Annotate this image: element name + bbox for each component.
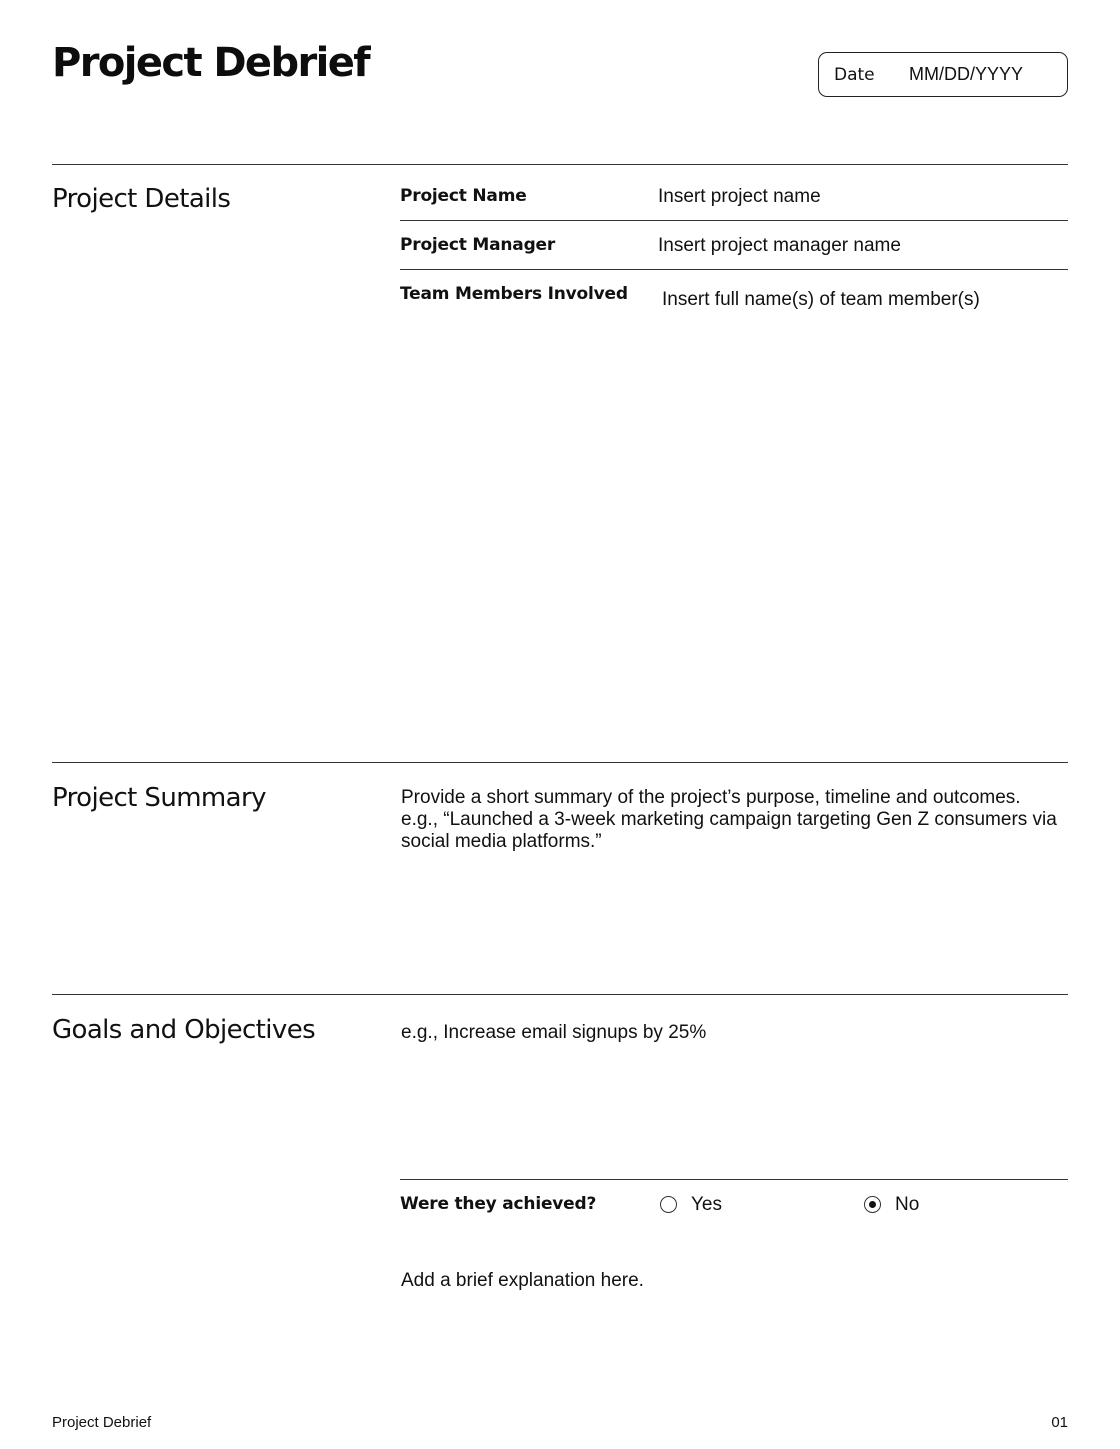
project-manager-field[interactable]: Insert project manager name: [658, 235, 901, 256]
no-radio[interactable]: [864, 1196, 881, 1213]
footer-page-number: 01: [1051, 1414, 1068, 1431]
project-name-field[interactable]: Insert project name: [658, 186, 821, 207]
field-divider: [400, 220, 1068, 221]
section-divider: [52, 994, 1068, 995]
project-summary-text[interactable]: Provide a short summary of the project’s purpose, timeline and outcomes. e.g., “Launched a 3-week marketing campaign targeting Gen Z consumers via social media platforms.”: [401, 787, 1057, 852]
explanation-text[interactable]: Add a brief explanation here.: [401, 1270, 644, 1291]
team-members-field[interactable]: Insert full name(s) of team member(s): [662, 289, 980, 310]
footer-document-title: Project Debrief: [52, 1414, 152, 1431]
section-divider: [52, 762, 1068, 763]
section-divider: [52, 164, 1068, 165]
goals-heading: Goals and Objectives: [52, 1015, 316, 1045]
yes-radio-label[interactable]: Yes: [691, 1194, 722, 1215]
project-details-heading: Project Details: [52, 184, 231, 214]
no-radio-label[interactable]: No: [895, 1194, 920, 1215]
project-manager-label: Project Manager: [400, 235, 556, 255]
date-field[interactable]: [818, 52, 1068, 97]
project-name-label: Project Name: [400, 186, 527, 206]
date-label: Date: [834, 64, 875, 85]
team-members-label: Team Members Involved: [400, 284, 628, 304]
page-title: Project Debrief: [52, 40, 370, 86]
date-input[interactable]: [909, 61, 1059, 87]
yes-radio[interactable]: [660, 1196, 677, 1213]
radio-selected-dot: [869, 1201, 876, 1208]
project-summary-heading: Project Summary: [52, 783, 266, 813]
field-divider: [400, 269, 1068, 270]
achieved-question-label: Were they achieved?: [400, 1194, 597, 1214]
goals-text[interactable]: e.g., Increase email signups by 25%: [401, 1022, 707, 1043]
field-divider: [400, 1179, 1068, 1180]
